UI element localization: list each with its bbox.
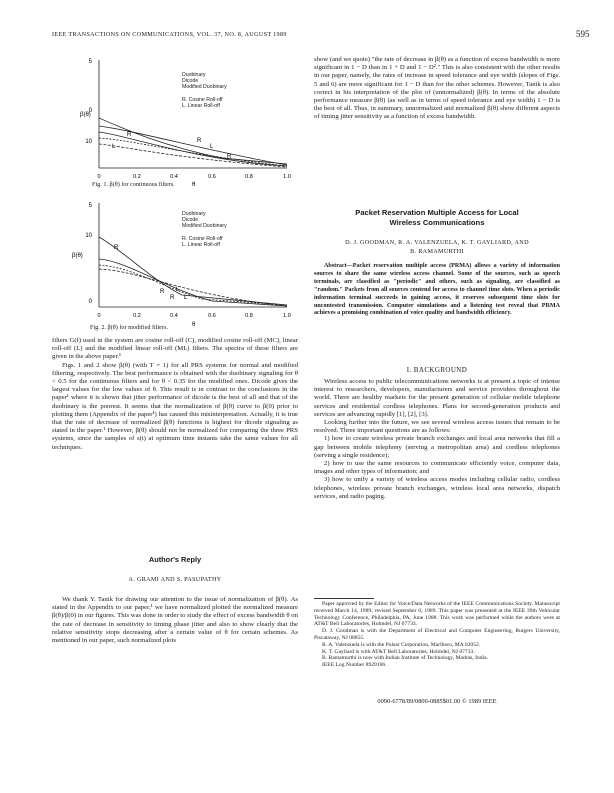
fig1-legend xyxy=(182,72,227,109)
bg-item-1: 1) how to create wireless private branch exchanges and local area networks that fill a gap between mobile telephony (serving a metropolitan area) and cordless telephones (serving a single residence); xyxy=(314,435,560,459)
fig1-legend-entry: Duobinary xyxy=(182,72,206,78)
footnote-4: K. T. Gayliard is with AT&T Bell Laboratories, Holmdel, NJ 07733. xyxy=(322,648,475,655)
figure-1 xyxy=(52,48,302,198)
fig1-xtick: 1.0 xyxy=(283,174,291,180)
fig2-xtick: 0 xyxy=(97,313,101,319)
authors-line1: D. J. GOODMAN, R. A. VALENZUELA, K. T. GAYLIARD, AND xyxy=(345,239,529,246)
fig2-ytick: 10 xyxy=(85,233,92,239)
figure-1-plot xyxy=(52,48,302,198)
fig2-xtick: 0.4 xyxy=(170,313,178,319)
fig2-curve-label: L xyxy=(184,295,188,301)
fig1-xtick: 0 xyxy=(97,174,101,180)
fig2-xtick: 1.0 xyxy=(283,313,291,319)
footnote-3: R. A. Valenzuela is with the Pulsar Corporation, Marlboro, MA 02052. xyxy=(322,641,481,648)
article-title xyxy=(314,208,560,228)
fig1-curve-label: R xyxy=(127,132,132,138)
fig1-curve-label: L xyxy=(112,144,116,150)
fig2-curve-label: R xyxy=(170,295,175,301)
bg-para-1: Wireless access to public telecommunications networks is at present a topic of intense interest to researchers, developers, manufacturers and service providers throughout the world. There are healthy markets for the present generation of cellular mobile telephone services and residential cordless telephones. Plans for second-generation products and services are advancing rapidly [1], [2], [3]. xyxy=(314,378,560,418)
fig1-ylabel: β(θ) xyxy=(80,112,91,118)
fig2-curve-modduo xyxy=(99,259,287,306)
fig1-ytick: 0 xyxy=(88,108,92,114)
fig2-ytick: 5 xyxy=(88,203,92,209)
footnote-rule xyxy=(314,598,374,599)
bg-para-2: Looking further into the future, we see several wireless access issues that remain to be resolved. Three important questions are as follows: xyxy=(314,419,560,435)
bg-item-2: 2) how to use the same resources to communicate efficiently voice, computer data, images and other types of information; and xyxy=(314,460,560,476)
fig2-xtick: 0.8 xyxy=(245,313,253,319)
fig1-legend-entry: R. Cosine Roll-off xyxy=(182,96,223,103)
fig2-legend-entry: Dicode xyxy=(182,217,199,224)
footnote-6: IEEE Log Number 8929106. xyxy=(322,662,387,669)
fig2-curve-label: R xyxy=(114,245,119,251)
fig1-ytick: 5 xyxy=(88,59,92,65)
fig1-curve-label: R xyxy=(197,138,202,144)
footnote-1: Paper approved by the Editor for Voice/Data Networks of the IEEE Communications Society. Manuscript received March 14, 1989; revised September 6, 1989. This paper was presented at the IEEE 39th Vehicular Technology Conference, Philadelphia, PA, June 1988. This work was performed while the authors were at AT&T Bell Laboratories, Holmdel, NJ 07733. xyxy=(314,601,560,628)
footnote-5: B. Ramamurthi is now with Indian Institute of Technology, Madras, India. xyxy=(322,655,488,662)
copyright-line: 0090-6778/89/0800-0885$01.00 © 1989 IEEE xyxy=(377,698,497,705)
authors-line2: B. RAMAMURTHI xyxy=(410,248,464,255)
running-header: IEEE TRANSACTIONS ON COMMUNICATIONS, VOL. 37, NO. 8, AUGUST 1989 xyxy=(52,31,287,38)
fig1-legend-entry: Modified Duobinary xyxy=(182,84,227,91)
fig2-ylabel: β(θ) xyxy=(72,253,83,259)
reply-paragraph: We thank Y. Tanik for drawing our attention to the issue of normalization of β(θ). As stated in the Appendix to our paper,¹ we have normalized plotted the normalized measure β(θ)/β(0) in our figures. This was done in order to study the effect of excess bandwidth θ on the rate of decrease in sensitivity to timing phase jitter and also to show clearly that the relative sensitivity stops decreasing after a certain value of θ for certain schemes. As mentioned in our paper, such normalized plots xyxy=(52,596,298,645)
fig1-xtick: 0.2 xyxy=(133,174,141,180)
fig2-legend-entry: Duobinary xyxy=(182,211,206,217)
fig1-xtick: 0.8 xyxy=(245,174,253,180)
bg-item-3: 3) how to unify a variety of wireless access modes including cellular radio, cordless telephones, wireless private branch exchanges, wireless local area networks, dispatch services, and radio paging. xyxy=(314,476,560,500)
fig1-xtick: 0.4 xyxy=(170,174,178,180)
right-para-cont: show (and we quote) "the rate of decrease in β(θ) as a function of excess bandwidth is more significant in 1 − D than in 1 + D and 1 − D²." This is also consistent with the other results in our paper, namely, the rates of increase in speed tolerance and eye width (slopes of Figs. 5 and 6) are more significant for 1 − D than for the other schemes. However, Tanik is also correct in his interpretation of the plot of (unnormalized) β(θ). In terms of the absolute performance measure β(θ) (as well as in terms of speed tolerance and eye width) 1 − D is the best of all. Thus, in summary, unnormalized and normalized β(θ) show different aspects of timing jitter sensitivity as a function of excess bandwidth. xyxy=(314,56,560,121)
fig2-legend-entry: R. Cosine Roll-off xyxy=(182,235,223,242)
fig2-legend-entry: Modified Duobinary xyxy=(182,223,227,230)
left-para-2: Figs. 1 and 2 show β(θ) (with T = 1) for all PRS systems for normal and modified filtering, respectively. The best performance is obtained with the duobinary signaling for θ < 0.5 for the continuous filters and for θ < 0.35 for the modified ones. Dicode gives the largest values for the low values of θ. This result is in contrast to the conclusions in the paper¹ where it is shown that jitter performance of dicode is the best of all and that of the duobinary is the poorest. It seems that the normalization of β(θ) curve to β(0) prior to plotting them (Appendix of the paper¹) has caused this misinterpretation. Actually, it is true that the rate of decrease of normalized β(θ) functions is highest for dicode signaling as stated in the paper.¹ However, β(θ) should not be normalized for comparing the three PRS systems, since the samples of s(t) at optimum time instants take the same values for all techniques. xyxy=(52,361,298,451)
left-para-1: filters G(f) used in the system are cosine roll-off (C), modified cosine roll-off (MC), linear roll-off (L) and the modified linear roll-off (ML) filters. The spectra of these filters are given in the above paper.¹ xyxy=(52,337,298,361)
footnotes xyxy=(314,601,560,669)
fig1-curve-modduo xyxy=(99,118,287,164)
figure-2-caption: Fig. 2. β(θ) for modified filters. xyxy=(90,324,168,331)
fig2-xtick: 0.2 xyxy=(133,313,141,319)
reply-authors: A. GRAMI AND S. PASUPATHY xyxy=(128,576,222,583)
article-title-line2: Wireless Communications xyxy=(389,218,485,227)
figure-2 xyxy=(52,195,302,340)
fig2-xlabel: θ xyxy=(192,322,196,328)
reply-title: Author's Reply xyxy=(148,555,202,564)
fig1-legend-entry: Dicode xyxy=(182,78,199,85)
background-section xyxy=(314,378,560,501)
fig1-xlabel: θ xyxy=(192,182,196,188)
figure-2-plot xyxy=(52,195,302,340)
fig1-curve-dicode xyxy=(99,138,287,166)
fig2-curve-dicode xyxy=(99,265,287,305)
fig2-legend-entry: L. Linear Roll-off xyxy=(182,241,220,248)
fig2-curve-label: R xyxy=(160,289,165,295)
article-title-line1: Packet Reservation Multiple Access for Local xyxy=(355,208,519,217)
fig1-xtick: 0.6 xyxy=(208,174,216,180)
fig2-xtick: 0.6 xyxy=(208,313,216,319)
footnote-2: D. J. Goodman is with the Department of Electrical and Computer Engineering, Rutgers University, Piscataway, NJ 08855. xyxy=(314,628,560,641)
fig1-curve-label: R xyxy=(227,154,232,160)
fig1-curve-label: L xyxy=(210,144,214,150)
fig2-ytick: 0 xyxy=(88,299,92,305)
fig1-ytick: 10 xyxy=(85,139,92,145)
fig2-curve-label: L xyxy=(176,287,180,293)
fig2-curve-lin xyxy=(99,269,287,306)
left-column xyxy=(52,337,298,452)
page-number: 595 xyxy=(576,29,590,39)
figure-1-caption: Fig. 1. β(θ) for continuous filters. xyxy=(92,181,175,188)
article-authors xyxy=(314,238,560,256)
fig1-legend-entry: L. Linear Roll-off xyxy=(182,102,220,109)
section-heading: I. BACKGROUND xyxy=(406,366,468,374)
abstract: Abstract—Packet reservation multiple access (PRMA) allows a variety of information sources to share the same wireless access channel. Some of the sources, such as speech terminals, are classified as "periodic" and others, such as signaling, are classified as "random." Packets from all sources contend for access to channel time slots. When a periodic information terminal succeeds in gaining access, it reserves subsequent time slots for uncontested transmission. Computer simulations and a listening test reveal that PRMA achieves a promising combination of voice quality and bandwidth efficiency. xyxy=(314,263,560,317)
fig2-legend xyxy=(182,211,227,248)
